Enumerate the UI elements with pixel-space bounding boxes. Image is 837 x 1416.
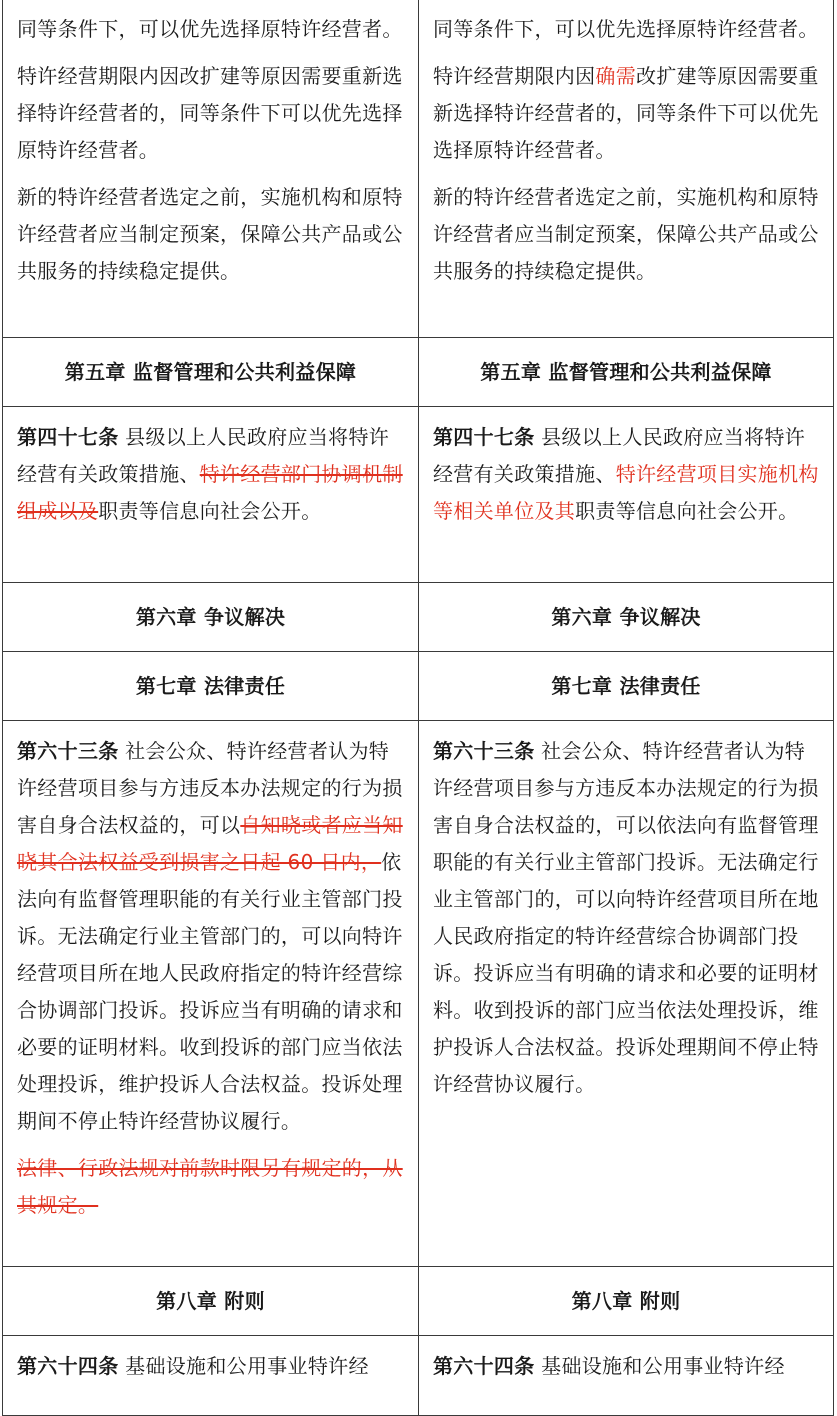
- right-cell: [419, 721, 834, 1267]
- deleted-text: 特许经营部门协调机制组成以及: [17, 462, 403, 523]
- article-number: 第六十三条: [433, 739, 535, 763]
- article-number: 第六十四条: [17, 1354, 119, 1378]
- deleted-text: 法律、行政法规对前款时限另有规定的，从其规定。: [17, 1156, 403, 1217]
- article-number: 第六十四条: [433, 1354, 535, 1378]
- paragraph: 同等条件下，可以优先选择原特许经营者。: [433, 17, 819, 41]
- left-cell: [3, 0, 419, 338]
- text-span: 县级以上人民政府应当将特许经营有关政策措施、: [17, 425, 390, 486]
- paragraph: [433, 58, 819, 169]
- right-cell: [419, 407, 834, 583]
- text-span: 基础设施和公用事业特许经: [118, 1354, 369, 1378]
- paragraph: [433, 1348, 819, 1385]
- text-span: 职责等信息向社会公开。: [98, 499, 322, 523]
- right-cell: [419, 0, 834, 338]
- right-cell: [419, 1336, 834, 1416]
- chapter-row: [3, 652, 834, 721]
- chapter-row: [3, 583, 834, 652]
- text-span: 依法向有监督管理职能的有关行业主管部门投诉。无法确定行业主管部门的，可以向特许经营项目所在地人民政府指定的特许经营综合协调部门投诉。投诉应当有明确的请求和必要的证明材料。收到投诉的部门应当依法处理投诉，维护投诉人合法权益。投诉处理期间不停止特许经营协议履行。: [17, 850, 403, 1133]
- chapter-heading: 第七章 法律责任: [3, 652, 419, 721]
- text-span: 社会公众、特许经营者认为特许经营项目参与方违反本办法规定的行为损害自身合法权益的，可以: [17, 739, 403, 837]
- chapter-heading: 第八章 附则: [419, 1267, 834, 1336]
- chapter-heading: 第七章 法律责任: [419, 652, 834, 721]
- chapter-heading: 第五章 监督管理和公共利益保障: [419, 338, 834, 407]
- paragraph: 同等条件下，可以优先选择原特许经营者。: [17, 17, 403, 41]
- paragraph: 特许经营期限内因改扩建等原因需要重新选择特许经营者的，同等条件下可以优先选择原特许经营者。: [17, 64, 403, 162]
- text-span: 特许经营期限内因: [433, 64, 596, 88]
- paragraph: 新的特许经营者选定之前，实施机构和原特许经营者应当制定预案，保障公共产品或公共服务的持续稳定提供。: [17, 185, 403, 283]
- table-row: [3, 0, 834, 338]
- text-span: 县级以上人民政府应当将特许经营有关政策措施、: [433, 425, 806, 486]
- added-text: 特许经营项目实施机构等相关单位及其: [433, 462, 819, 523]
- paragraph: [17, 419, 404, 530]
- paragraph: 新的特许经营者选定之前，实施机构和原特许经营者应当制定预案，保障公共产品或公共服务的持续稳定提供。: [433, 185, 819, 283]
- chapter-heading: 第八章 附则: [3, 1267, 419, 1336]
- chapter-row: [3, 1267, 834, 1336]
- left-cell: [3, 407, 419, 583]
- paragraph: [433, 733, 819, 1103]
- table-row: [3, 1336, 834, 1416]
- text-span: 基础设施和公用事业特许经: [534, 1354, 785, 1378]
- left-cell: [3, 721, 419, 1267]
- chapter-heading: 第五章 监督管理和公共利益保障: [3, 338, 419, 407]
- text-span: 改扩建等原因需要重新选择特许经营者的，同等条件下可以优先选择原特许经营者。: [433, 64, 819, 162]
- paragraph: [17, 733, 404, 1140]
- paragraph: [17, 1150, 404, 1224]
- chapter-heading: 第六章 争议解决: [419, 583, 834, 652]
- table-row: [3, 721, 834, 1267]
- article-number: 第四十七条: [17, 425, 119, 449]
- added-text: 确需: [595, 64, 637, 88]
- article-number: 第六十三条: [17, 739, 119, 763]
- chapter-row: [3, 338, 834, 407]
- left-cell: [3, 1336, 419, 1416]
- deleted-text: 自知晓或者应当知晓其合法权益受到损害之日起 60 日内，: [17, 813, 403, 874]
- text-span: 职责等信息向社会公开。: [575, 499, 799, 523]
- table-row: [3, 407, 834, 583]
- text-span: 社会公众、特许经营者认为特许经营项目参与方违反本办法规定的行为损害自身合法权益的，可以依法向有监督管理职能的有关行业主管部门投诉。无法确定行业主管部门的，可以向特许经营项目所在地人民政府指定的特许经营综合协调部门投诉。投诉应当有明确的请求和必要的证明材料。收到投诉的部门应当依法处理投诉，维护投诉人合法权益。投诉处理期间不停止特许经营协议履行。: [433, 739, 819, 1096]
- article-number: 第四十七条: [433, 425, 535, 449]
- comparison-table: [2, 0, 834, 1416]
- paragraph: [433, 419, 819, 530]
- paragraph: [17, 1348, 404, 1385]
- chapter-heading: 第六章 争议解决: [3, 583, 419, 652]
